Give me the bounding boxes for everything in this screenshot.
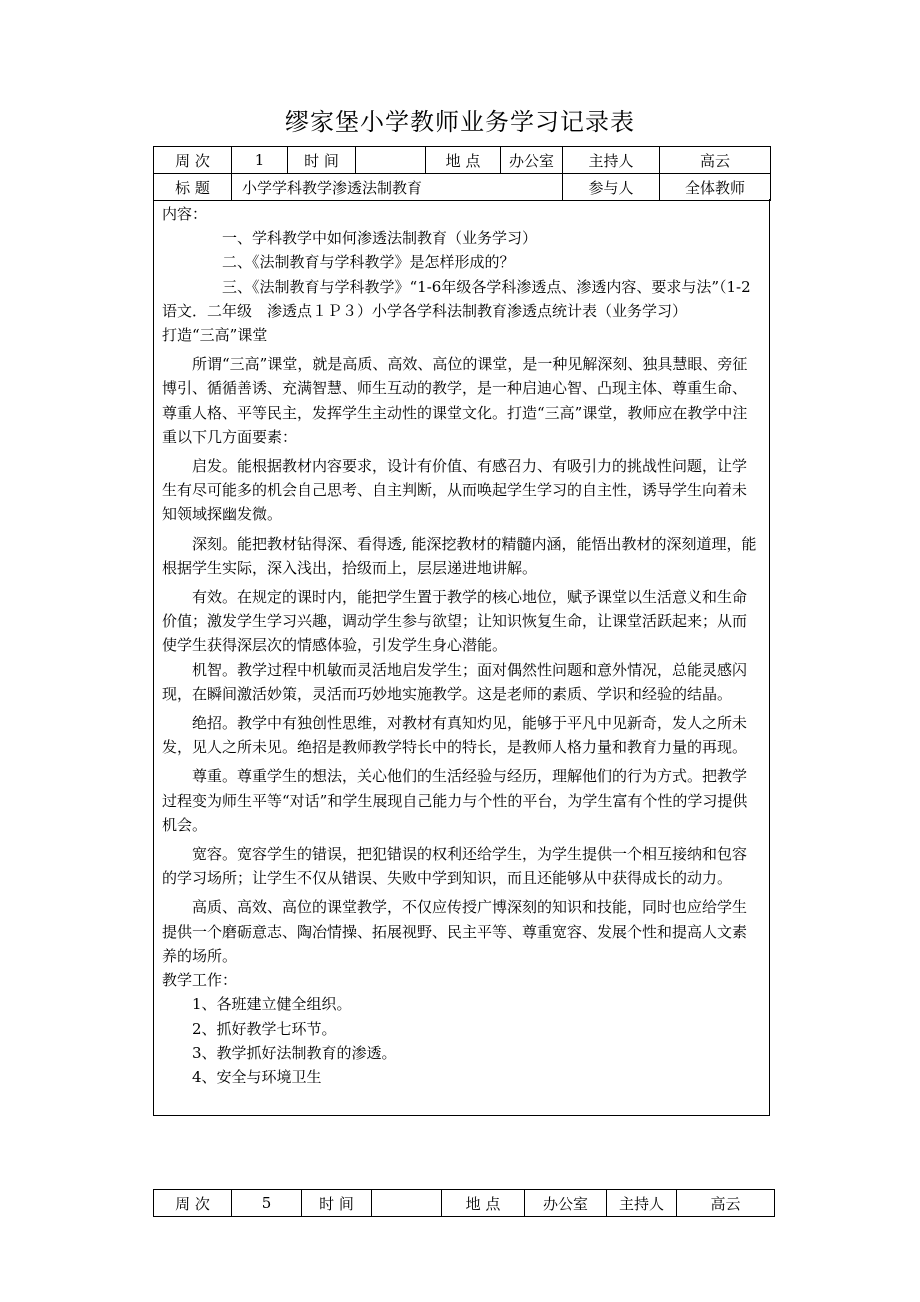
table-row [154, 1190, 775, 1217]
content-paragraph: 所谓“三高”课堂，就是高质、高效、高位的课堂，是一种见解深刻、独具慧眼、旁征博引、循循善诱、充满智慧、师生互动的教学，是一种启迪心智、凸现主体、尊重生命、尊重人格、平等民主，发挥学生主动性的课堂文化。打造“三高”课堂，教师应在教学中注重以下几方面要素： [162, 355, 748, 446]
participants-value: 全体教师 [660, 174, 771, 201]
content-item: 二、《法制教育与学科教学》是怎样形成的？ [222, 253, 515, 272]
place-label: 地 点 [442, 1190, 525, 1217]
content-paragraph: 机智。教学过程中机敏而灵活地启发学生；面对偶然性问题和意外情况，总能灵感闪现，在瞬间激活妙策，灵活而巧妙地实施教学。这是老师的素质、学识和经验的结晶。 [162, 660, 748, 703]
content-heading: 内容： [162, 205, 208, 223]
content-paragraph: 高质、高效、高位的课堂教学，不仅应传授广博深刻的知识和技能，同时也应给学生提供一个磨砺意志、陶冶情操、拓展视野、民主平等、尊重宽容、发展个性和提高人文素养的场所。 [162, 898, 748, 965]
content-cell [153, 199, 770, 1116]
time-value [372, 1190, 442, 1217]
content-paragraph: 启发。能根据教材内容要求，设计有价值、有感召力、有吸引力的挑战性问题，让学生有尽可能多的机会自己思考、自主判断，从而唤起学生学习的自主性，诱导学生向着未知领域探幽发微。 [162, 457, 748, 524]
content-paragraph: 有效。在规定的课时内，能把学生置于教学的核心地位，赋予课堂以生活意义和生命价值；激发学生学习兴趣，调动学生参与欲望；让知识恢复生命，让课堂活跃起来；从而使学生获得深层次的情感体验，引发学生身心潜能。 [162, 588, 748, 655]
content-item: 三、《法制教育与学科教学》“1-6年级各学科渗透点、渗透内容、要求与法”（1-2语文．二年级 渗透点１Ｐ３）小学各学科法制教育渗透点统计表（业务学习） [162, 277, 751, 320]
topic-label: 标 题 [154, 174, 232, 201]
content-subtitle: 打造“三高”课堂 [162, 326, 268, 345]
host-value: 高云 [660, 147, 771, 174]
record-header-table-2 [153, 1189, 775, 1217]
content-paragraph: 深刻。能把教材钻得深、看得透, 能深挖教材的精髓内涵，能悟出教材的深刻道理，能根据学生实际，深入浅出，拾级而上，层层递进地讲解。 [162, 534, 757, 577]
content-item: 一、学科教学中如何渗透法制教育（业务学习） [222, 229, 538, 248]
content-paragraph: 宽容。宽容学生的错误，把犯错误的权利还给学生，为学生提供一个相互接纳和包容的学习场所；让学生不仅从错误、失败中学到知识，而且还能够从中获得成长的动力。 [162, 845, 748, 888]
place-value: 办公室 [525, 1190, 607, 1217]
participants-label: 参与人 [563, 174, 660, 201]
page-title: 缪家堡小学教师业务学习记录表 [285, 108, 635, 136]
table-row [154, 147, 771, 174]
record-header-table-1 [153, 146, 771, 201]
content-paragraph: 尊重。尊重学生的想法，关心他们的生活经验与经历，理解他们的行为方式。把教学过程变为师生平等“对话”和学生展现自己能力与个性的平台，为学生富有个性的学习提供机会。 [162, 767, 748, 834]
place-value: 办公室 [501, 147, 563, 174]
time-label: 时 间 [288, 147, 356, 174]
topic-value: 小学学科教学渗透法制教育 [232, 174, 563, 201]
work-item: 4、安全与环境卫生 [192, 1067, 322, 1086]
work-heading: 教学工作： [162, 971, 238, 990]
work-item: 3、教学抓好法制教育的渗透。 [192, 1043, 397, 1062]
work-item: 2、抓好教学七环节。 [192, 1019, 337, 1038]
time-value [356, 147, 426, 174]
host-label: 主持人 [563, 147, 660, 174]
week-label: 周 次 [154, 1190, 232, 1217]
table-row [154, 174, 771, 201]
work-item: 1、各班建立健全组织。 [192, 995, 352, 1014]
place-label: 地 点 [426, 147, 501, 174]
host-value: 高云 [677, 1190, 775, 1217]
content-paragraph: 绝招。教学中有独创性思维，对教材有真知灼见，能够于平凡中见新奇，发人之所未发，见人之所未见。绝招是教师教学特长中的特长，是教师人格力量和教育力量的再现。 [162, 714, 748, 757]
host-label: 主持人 [607, 1190, 677, 1217]
week-value: 5 [232, 1190, 302, 1217]
time-label: 时 间 [302, 1190, 372, 1217]
week-label: 周 次 [154, 147, 232, 174]
week-value: 1 [232, 147, 288, 174]
